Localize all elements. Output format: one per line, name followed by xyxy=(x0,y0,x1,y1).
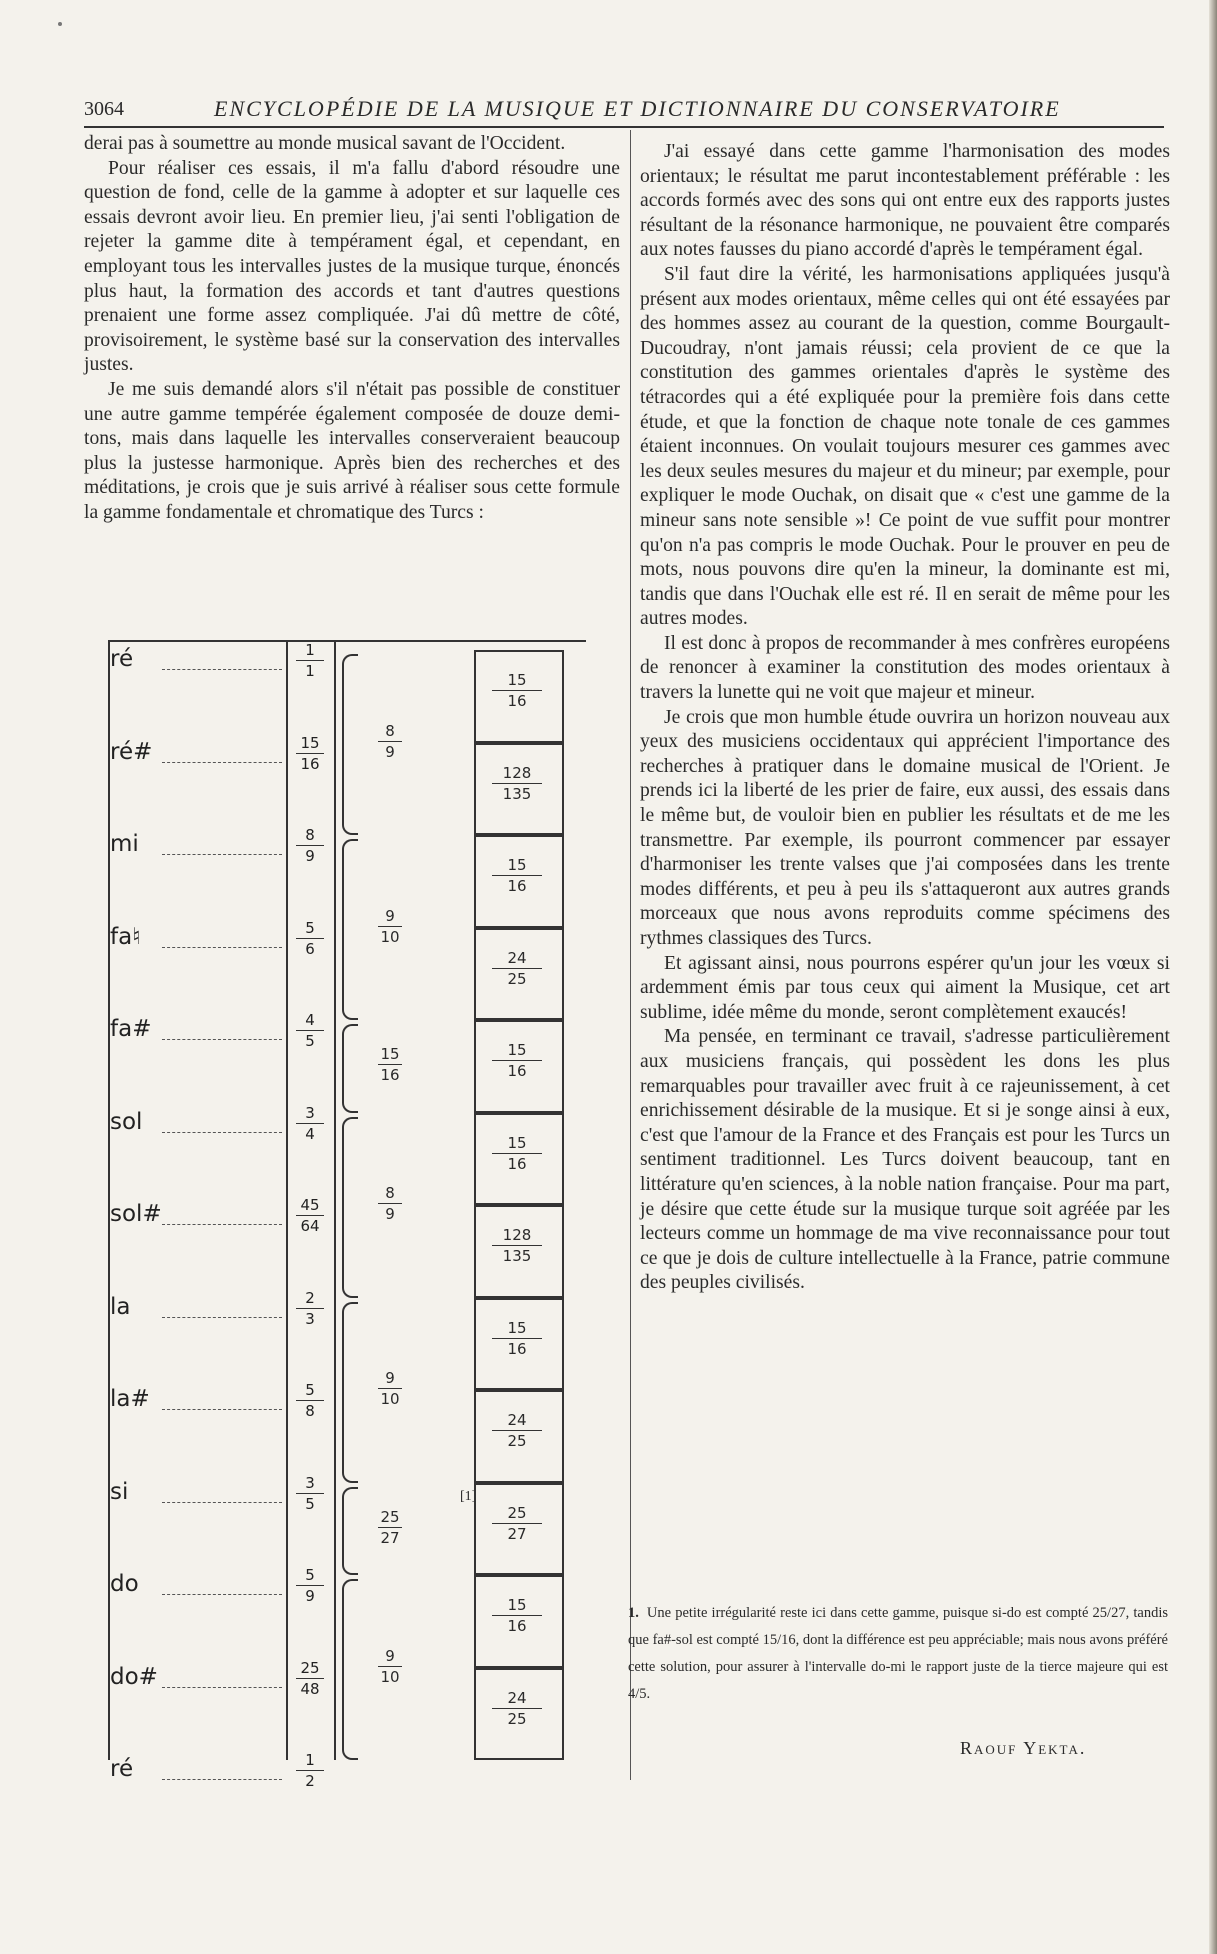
ratio-numerator: 9 xyxy=(385,1646,395,1665)
fraction-bar xyxy=(492,1708,542,1709)
interval-ratio xyxy=(360,723,420,760)
ratio-numerator: 15 xyxy=(507,1596,527,1614)
ratio-denominator: 6 xyxy=(305,939,315,958)
ratio-numerator: 9 xyxy=(385,906,395,925)
footnote-reference: [1] xyxy=(460,1488,477,1504)
step-ratio xyxy=(474,1135,560,1172)
note-name: do# xyxy=(110,1663,158,1690)
step-ratio xyxy=(474,765,560,802)
step-ratio xyxy=(474,672,560,709)
ratio-denominator: 64 xyxy=(300,1217,320,1235)
fraction-bar xyxy=(296,1215,324,1216)
page-header xyxy=(84,94,1164,128)
group-brace xyxy=(342,1487,358,1576)
cumulative-ratio xyxy=(288,642,332,679)
cumulative-ratio xyxy=(288,1290,332,1327)
ratio-denominator: 10 xyxy=(380,1390,400,1408)
ratio-numerator: 128 xyxy=(502,763,532,782)
column-divider xyxy=(630,130,631,1780)
paragraph: J'ai essayé dans cette gamme l'harmonisation des modes orientaux; le résultat me parut incontestablement préférable : les accords formés avec des sons qui ont entre eux des rapports justes résultant de la résonance harmonique, ne pouvaient être comparés aux notes fausses du piano accordé d'après le tempérament égal. xyxy=(640,141,1170,261)
ratio-denominator: 16 xyxy=(507,1617,527,1635)
ratio-numerator: 1 xyxy=(305,641,315,659)
ratio-numerator: 5 xyxy=(305,918,315,937)
ratio-numerator: 15 xyxy=(380,1045,400,1064)
ratio-numerator: 15 xyxy=(507,1318,527,1337)
step-ratio xyxy=(474,1320,560,1357)
note-name: ré# xyxy=(110,738,153,765)
ratio-numerator: 5 xyxy=(305,1566,315,1584)
leader-dots xyxy=(162,1687,282,1688)
interval-ratio xyxy=(360,1648,420,1685)
leader-dots xyxy=(162,669,282,670)
step-ratio xyxy=(474,950,560,987)
cumulative-ratio xyxy=(288,1475,332,1512)
ratio-numerator: 8 xyxy=(385,1184,395,1202)
fraction-bar xyxy=(378,1064,402,1065)
ratio-denominator: 27 xyxy=(507,1524,527,1543)
group-brace xyxy=(342,1024,358,1113)
note-label xyxy=(110,1016,286,1046)
ratio-numerator: 45 xyxy=(300,1196,320,1214)
fraction-bar xyxy=(492,1430,542,1431)
ratio-denominator: 16 xyxy=(507,1154,527,1173)
ratio-denominator: 9 xyxy=(305,847,315,865)
fraction-bar xyxy=(296,1308,324,1309)
fraction-bar xyxy=(492,1615,542,1616)
note-label xyxy=(110,646,286,676)
group-brace xyxy=(342,1579,358,1760)
ratio-numerator: 25 xyxy=(507,1503,527,1522)
ratio-denominator: 2 xyxy=(305,1772,315,1790)
ratio-numerator: 15 xyxy=(507,671,527,689)
fraction-bar xyxy=(296,845,324,846)
footnote-mark: 1. xyxy=(628,1605,639,1621)
cumulative-ratio xyxy=(288,735,332,772)
ratio-denominator: 135 xyxy=(502,1247,532,1265)
step-ratio xyxy=(474,1505,560,1542)
page-number: 3064 xyxy=(84,98,124,120)
running-title: ENCYCLOPÉDIE DE LA MUSIQUE ET DICTIONNAIRE DU CONSERVATOIRE xyxy=(214,96,1061,121)
right-column xyxy=(640,140,1170,1296)
ratio-denominator: 135 xyxy=(502,784,532,803)
ratio-denominator: 16 xyxy=(507,877,527,895)
step-ratio xyxy=(474,857,560,894)
paragraph: Pour réaliser ces essais, il m'a fallu d'abord résoudre une question de fond, celle de la gamme à adopter et sur laquelle ces essais devront avoir lieu. En premier lieu, j'ai senti l'obligation de rejeter la gamme dite à tempérament égal, et cependant, en employant tous les intervalles justes de la musique turque, énoncés plus haut, la formation des accords et tant d'autres questions prenaient une forme assez compliquée. J'ai dû mettre de côté, provisoirement, le système basé sur la conservation des intervalles justes. xyxy=(84,157,620,376)
ratio-denominator: 8 xyxy=(305,1402,315,1420)
leader-dots xyxy=(162,854,282,855)
note-label xyxy=(110,1109,286,1139)
ratio-numerator: 25 xyxy=(380,1507,400,1526)
ratio-numerator: 25 xyxy=(300,1658,320,1677)
cumulative-ratio xyxy=(288,1752,332,1789)
ratio-numerator: 15 xyxy=(300,733,320,752)
fraction-bar xyxy=(296,1123,324,1124)
group-brace xyxy=(342,1302,358,1483)
interval-ratio xyxy=(360,1370,420,1407)
fraction-bar xyxy=(296,1770,324,1771)
ratio-denominator: 48 xyxy=(300,1679,320,1698)
note-name: mi xyxy=(110,831,139,857)
step-ratio xyxy=(474,1042,560,1079)
paragraph: derai pas à soumettre au monde musical savant de l'Occident. xyxy=(84,133,566,154)
leader-dots xyxy=(162,762,282,763)
ratio-denominator: 9 xyxy=(385,742,395,761)
left-column xyxy=(84,132,620,526)
cumulative-ratio xyxy=(288,1012,332,1049)
fraction-bar xyxy=(492,1523,542,1524)
interval-ratio xyxy=(360,1185,420,1222)
cumulative-ratio xyxy=(288,1567,332,1604)
note-name: ré xyxy=(110,646,134,672)
step-ratio xyxy=(474,1227,560,1264)
fraction-bar xyxy=(296,660,324,661)
note-name: fa# xyxy=(110,1016,152,1042)
fraction-bar xyxy=(378,1666,402,1667)
note-name: fa♮ xyxy=(110,923,141,950)
leader-dots xyxy=(162,1317,282,1318)
note-label xyxy=(110,1386,286,1416)
leader-dots xyxy=(162,1594,282,1595)
ratio-denominator: 25 xyxy=(507,969,527,988)
leader-dots xyxy=(162,947,282,948)
ratio-denominator: 3 xyxy=(305,1309,315,1328)
group-brace xyxy=(342,839,358,1020)
cumulative-ratio xyxy=(288,1105,332,1142)
paragraph: Il est donc à propos de recommander à mes confrères européens de renoncer à examiner la constitution des modes orientaux à travers la lunette qui ne voit que majeur et mineur. xyxy=(640,632,1170,704)
interval-ratio xyxy=(360,1509,420,1546)
leader-dots xyxy=(162,1409,282,1410)
cumulative-ratio xyxy=(288,1382,332,1419)
footnote-text: Une petite irrégularité reste ici dans cette gamme, puisque si-do est compté 25/27, tandis que fa#-sol est compté 15/16, dont la différence est peu appréciable; mais nous avons préféré cette solution, pour assurer à l'intervalle do-mi le rapport juste de la tierce majeure qui est 4/5. xyxy=(628,1605,1168,1702)
note-label xyxy=(110,739,286,769)
ratio-denominator: 16 xyxy=(380,1066,400,1085)
ratio-numerator: 8 xyxy=(305,826,315,844)
note-label xyxy=(110,924,286,954)
ratio-denominator: 25 xyxy=(507,1709,527,1728)
ratio-numerator: 128 xyxy=(502,1226,532,1244)
ratio-denominator: 9 xyxy=(305,1587,315,1605)
stray-mark xyxy=(58,22,62,26)
note-label xyxy=(110,1571,286,1601)
ratio-denominator: 16 xyxy=(507,1062,527,1080)
paragraph: S'il faut dire la vérité, les harmonisations appliquées jusqu'à présent aux modes orientaux, même celles qui ont été essayées par des hommes assez au courant de la question, comme Bourgault-Ducoudray, n'ont jamais réussi; cela provient de ce que la constitution des gammes orientales d'après le système des tétracordes qui a été expliquée pour la première fois dans cette étude, et que la fonction de chaque note tonale de ces gammes étaient inconnues. On voulait toujours mesurer ces gammes avec les deux seules mesures du majeur et du mineur; par exemple, pour expliquer le mode Ouchak, on disait que « c'est une gamme de la mineur sans note sensible »! Ce point de vue suffit pour montrer qu'on n'a pas compris le mode Ouchak. Pour le prouver en peu de mots, nous pouvons dire qu'en la mineur, la dominante est mi, tandis que dans l'Ouchak elle est ré. Il en serait de même pour les autres modes. xyxy=(640,263,1170,630)
note-name: sol xyxy=(110,1108,143,1135)
ratio-numerator: 2 xyxy=(305,1288,315,1307)
ratio-numerator: 5 xyxy=(305,1381,315,1399)
fraction-bar xyxy=(296,753,324,754)
fraction-bar xyxy=(492,783,542,784)
ratio-denominator: 9 xyxy=(385,1205,395,1223)
leader-dots xyxy=(162,1502,282,1503)
fraction-bar xyxy=(378,1527,402,1528)
ratio-numerator: 3 xyxy=(305,1473,315,1492)
paragraph: Je crois que mon humble étude ouvrira un horizon nouveau aux yeux des musiciens occidentaux qui apprécient l'importance des recherches à pratiquer dans le domaine musical de l'Orient. Je prends ici la liberté de les prier de faire, eux aussi, des essais dans le même but, de vouloir bien en publier les résultats et de me les transmettre. Par exemple, ils pourront commencer par essayer d'harmoniser les trente valses que j'ai composées dans les trente modes différents, et peu à peu ils s'attaqueront aux autres grands morceaux que nous avons reproduits comme spécimens des rythmes classiques des Turcs. xyxy=(640,706,1170,949)
step-ratio xyxy=(474,1690,560,1727)
author-signature: Raouf Yekta. xyxy=(960,1738,1087,1758)
ratio-numerator: 1 xyxy=(305,1751,315,1769)
ratio-numerator: 15 xyxy=(507,1041,527,1059)
cumulative-ratio xyxy=(288,1197,332,1234)
paragraph: Je me suis demandé alors s'il n'était pas possible de constituer une autre gamme tempérée également composée de douze demi-tons, mais dans laquelle les intervalles conserveraient beaucoup plus la justesse harmonique. Après bien des recherches et des méditations, je crois que je suis arrivé à réaliser sous cette formule la gamme fondamentale et chromatique des Turcs : xyxy=(84,378,620,523)
step-ratio xyxy=(474,1412,560,1449)
cumulative-ratio xyxy=(288,1660,332,1697)
ratio-denominator: 16 xyxy=(507,1339,527,1358)
paragraph: Et agissant ainsi, nous pourrons espérer qu'un jour les vœux si ardemment émis par tous ceux qui aiment la Musique, cet art sublime, idée même du monde, seront complètement exaucés! xyxy=(640,952,1170,1023)
fraction-bar xyxy=(378,1203,402,1204)
fraction-bar xyxy=(296,1585,324,1586)
ratio-numerator: 9 xyxy=(385,1369,395,1387)
note-name: la# xyxy=(110,1386,150,1412)
group-brace xyxy=(342,654,358,835)
ratio-numerator: 24 xyxy=(507,948,527,967)
ratio-numerator: 8 xyxy=(385,721,395,740)
fraction-bar xyxy=(296,938,324,939)
ratio-numerator: 15 xyxy=(507,856,527,874)
note-label xyxy=(110,1201,286,1231)
ratio-numerator: 3 xyxy=(305,1103,315,1122)
ratio-denominator: 16 xyxy=(300,754,320,773)
fraction-bar xyxy=(296,1030,324,1031)
note-name: sol# xyxy=(110,1201,162,1227)
step-ratio xyxy=(474,1597,560,1634)
leader-dots xyxy=(162,1039,282,1040)
interval-ratio xyxy=(360,908,420,945)
ratio-denominator: 10 xyxy=(380,1667,400,1686)
ratio-numerator: 15 xyxy=(507,1133,527,1152)
cumulative-ratio xyxy=(288,920,332,957)
ratio-denominator: 4 xyxy=(305,1124,315,1143)
note-label xyxy=(110,831,286,861)
ratio-numerator: 4 xyxy=(305,1011,315,1029)
fraction-bar xyxy=(296,1400,324,1401)
scale-table xyxy=(108,640,586,1790)
fraction-bar xyxy=(492,1245,542,1246)
paragraph: Ma pensée, en terminant ce travail, s'adresse particulièrement aux musiciens français, qui possèdent les dons les plus remarquables pour travailler avec fruit à ce rajeunissement, à cet enrichissement désirable de la musique. Et si je songe ainsi à eux, c'est que l'amour de la France et des Français est pour les Turcs un sentiment traditionnel. Les Turcs doivent beaucoup, tant en littérature qu'en sciences, à la noble nation française. Pour ma part, je désire que cette étude sur la musique turque soit agréée par les lecteurs comme un hommage de ma vive reconnaissance pour tout ce que je dois de culture intellectuelle à la France, patrie commune des peuples civilisés. xyxy=(640,1026,1170,1294)
ratio-denominator: 1 xyxy=(305,662,315,680)
fraction-bar xyxy=(378,926,402,927)
ratio-denominator: 10 xyxy=(380,927,400,946)
fraction-bar xyxy=(492,1153,542,1154)
page-edge-shadow xyxy=(1209,0,1217,1954)
interval-ratio xyxy=(360,1046,420,1083)
note-label xyxy=(110,1479,286,1509)
fraction-bar xyxy=(492,968,542,969)
note-name: la xyxy=(110,1293,131,1320)
cumulative-ratio xyxy=(288,827,332,864)
note-label xyxy=(110,1756,286,1786)
ratio-numerator: 24 xyxy=(507,1411,527,1429)
fraction-bar xyxy=(296,1678,324,1679)
note-name: do xyxy=(110,1571,139,1597)
group-brace xyxy=(342,1117,358,1298)
fraction-bar xyxy=(378,1388,402,1389)
fraction-bar xyxy=(492,1060,542,1061)
ratio-denominator: 27 xyxy=(380,1528,400,1547)
ratio-denominator: 5 xyxy=(305,1494,315,1513)
fraction-bar xyxy=(492,690,542,691)
leader-dots xyxy=(162,1132,282,1133)
table-column-line xyxy=(334,642,336,1760)
fraction-bar xyxy=(492,1338,542,1339)
note-label xyxy=(110,1664,286,1694)
footnote xyxy=(628,1600,1168,1708)
leader-dots xyxy=(162,1224,282,1225)
ratio-denominator: 25 xyxy=(507,1432,527,1450)
leader-dots xyxy=(162,1779,282,1780)
fraction-bar xyxy=(378,741,402,742)
ratio-denominator: 16 xyxy=(507,692,527,710)
note-label xyxy=(110,1294,286,1324)
ratio-numerator: 24 xyxy=(507,1688,527,1707)
ratio-denominator: 5 xyxy=(305,1032,315,1050)
note-name: ré xyxy=(110,1756,134,1782)
fraction-bar xyxy=(296,1493,324,1494)
note-name: si xyxy=(110,1478,129,1505)
fraction-bar xyxy=(492,875,542,876)
